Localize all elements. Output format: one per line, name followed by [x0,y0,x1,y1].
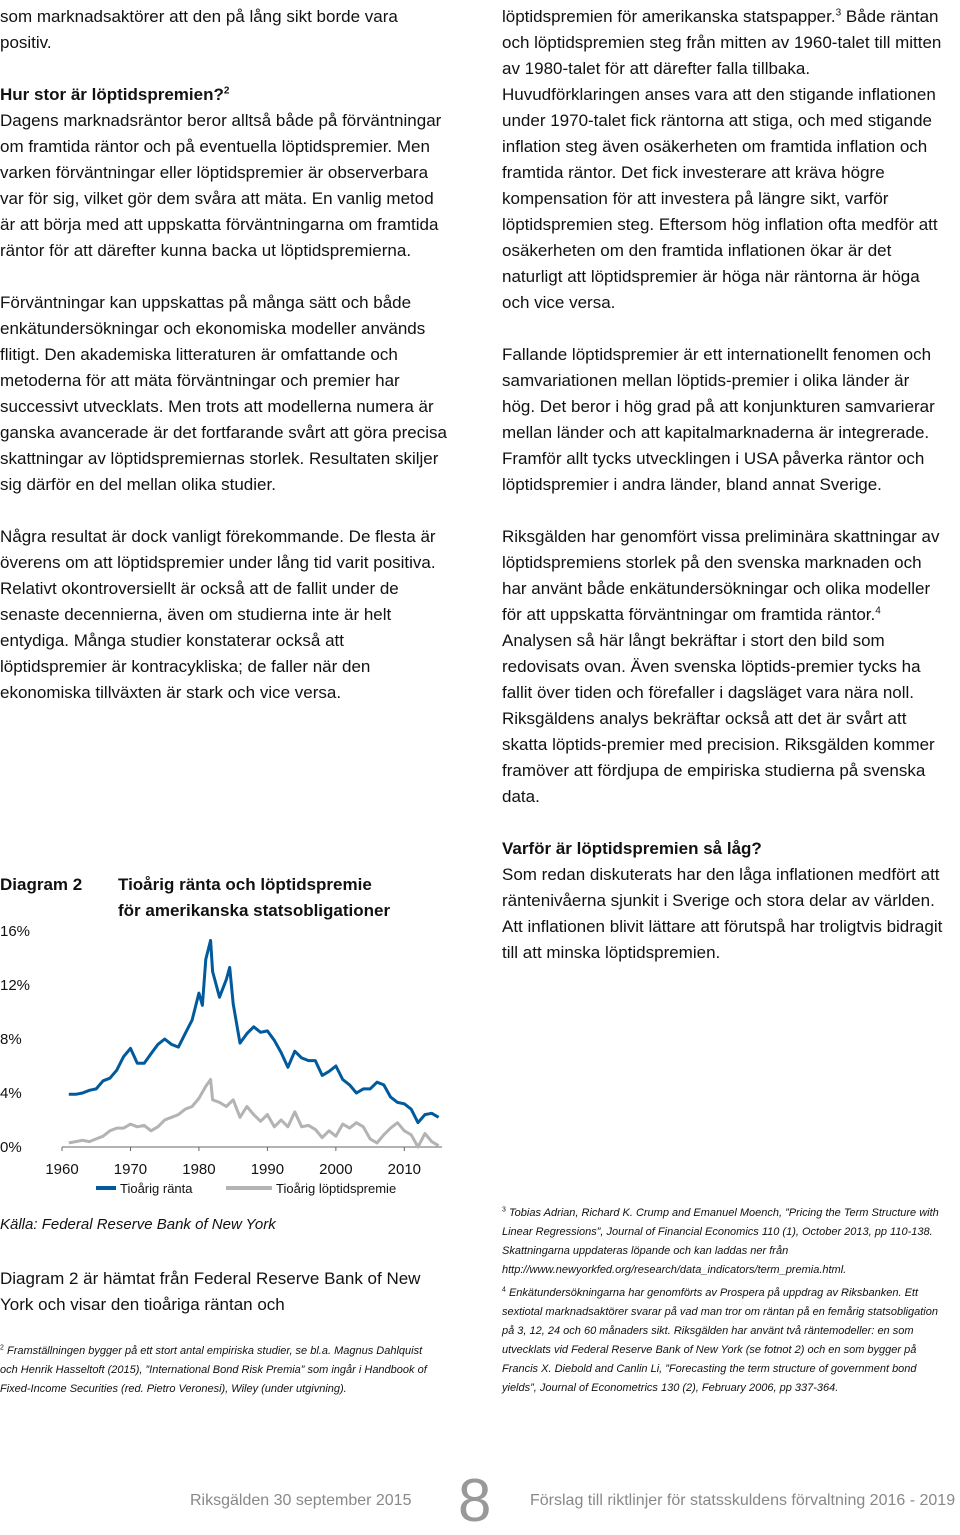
x-tick-label: 1960 [45,1161,79,1178]
paragraph: Riksgälden har genomfört vissa preliminära skattningar av löptidspremiens storlek på den svenska marknaden och har använt både enkätundersökningar och olika modeller för att uppskatta förväntningar om framtida räntor.$^4$ Analysen så här långt bekräftar i stort den bild som redovisats ovan. Även svenska löptids-premier tycks ha fallit över tiden och förefaller i dagsläget vara nära noll. Riksgäldens analys bekräftar också att det är svårt att skatta löptids-premier med precision. Riksgälden kommer framöver att fördjupa de empiriska studierna på svenska data. [502,527,940,806]
page-number: 8 [458,1467,492,1534]
diagram-label: Diagram 2 [0,875,83,894]
footer-left: Riksgälden 30 september 2015 [190,1492,412,1509]
x-tick-label: 2000 [319,1161,353,1178]
x-tick-label: 1980 [182,1161,216,1178]
paragraph: Som redan diskuterats har den låga inflationen medfört att räntenivåerna sjunkit i Sverige och stora delar av världen. Att inflationen blivit lättare att förutspå har troligtvis bidragit till att minska löptidspremien. [502,865,943,962]
diagram-title: Tioårig ränta och löptidspremie för amerikanska statsobligationer [118,875,391,920]
x-tick-label: 2010 [387,1161,422,1178]
footer-right: Förslag till riktlinjer för statsskuldens förvaltning 2016 - 2019 [530,1492,956,1509]
section-heading: Hur stor är löptidspremien?$^2$ [0,85,230,104]
paragraph: Fallande löptidspremier är ett internationellt fenomen och samvariationen mellan löptids-premier i olika länder är hög. Det beror i hög grad på att konjunkturen samvarierar mellan länder och att kapitalmarknaderna är integrerade. Framför allt tycks utvecklingen i USA påverka räntor och löptidspremier i andra länder, bland annat Sverige. [502,345,935,494]
left-text-top [0,4,450,706]
line-chart [0,915,450,1205]
x-tick-label: 1970 [113,1161,148,1178]
paragraph: Några resultat är dock vanligt förekommande. De flesta är överens om att löptidspremier under lång tid varit positiva. Relativt okontroversiellt är också att de fallit under de senaste decennierna, även om studierna inte är helt entydiga. Många studier konstaterar också att löptidspremier är kontracykliska; de faller när den ekonomiska tillväxten är stark och vice versa. [0,527,436,702]
paragraph: Diagram 2 är hämtat från Federal Reserve Bank of New York och visar den tioåriga räntan och [0,1269,421,1314]
legend-rate-label: Tioårig ränta [120,1181,193,1196]
y-tick-label: 12% [0,977,31,994]
legend-premium-label: Tioårig löptidspremie [276,1181,397,1196]
y-tick-label: 8% [0,1031,22,1048]
footnote-2: $^2$ Framställningen bygger på ett stort antal empiriska studier, se bl.a. Magnus Dahlquist och Henrik Hasseltoft (2015), ”International Bond Risk Premia” som ingår i Handbook of Fixed-Income Securities (red. Pietro Veronesi), Wiley (under utgivning). [0,1344,427,1395]
x-tick-label: 1990 [250,1161,285,1178]
footnote-3: $^3$ Tobias Adrian, Richard K. Crump and Emanuel Moench, ”Pricing the Term Structure with Linear Regressions”, Journal of Financial Economics 110 (1), October 2013, pp 110-138. Skattningarna uppdateras löpande och kan laddas ner från http://www.newyorkfed.org/research/data_indicators/term_premia.html. [502,1206,939,1276]
paragraph: löptidspremien för amerikanska statspapper.$^3$ Både räntan och löptidspremien steg från mitten av 1960-talet till mitten av 1980-talet för att därefter falla tillbaka. Huvudförklaringen anses vara att den stigande inflationen under 1970-talet fick räntorna att stiga, och med stigande inflation steg även osäkerheten om framtida inflation och framtida räntor. Det fick investerare att kräva högre kompensation för att investera på längre sikt, varför löptidspremien steg. Eftersom hög inflation ofta medför att osäkerheten om den framtida inflationen ökar är det naturligt att löptidspremier är höga när räntorna är höga och vice versa. [502,7,942,312]
paragraph: som marknadsaktörer att den på lång sikt borde vara positiv. [0,7,398,52]
footnote-4: $^4$ Enkätundersökningarna har genomförts av Prospera på uppdrag av Riksbanken. Ett sextiotal marknadsaktörer svarar på vad man tror om räntan på en femårig statsobligation på 3, 12, 24 och 60 månaders sikt. Riksgälden har använt två räntemodeller: en som utvecklats vid Federal Reserve Bank of New York (se fotnot 2) och en som bygger på Francis X. Diebold and Canlin Li, ”Forecasting the term structure of government bond yields”, Journal of Econometrics 130 (2), February 2006, pp 337-364. [502,1286,938,1394]
right-text [502,4,947,966]
y-tick-label: 16% [0,923,31,940]
y-tick-label: 0% [0,1139,22,1156]
section-heading: Varför är löptidspremien så låg? [502,839,762,858]
series-line-rate [69,940,439,1122]
y-tick-label: 4% [0,1085,22,1102]
series-line-premium [69,1080,439,1148]
paragraph: Förväntningar kan uppskattas på många sätt och både enkätundersökningar och ekonomiska modeller används flitigt. Den akademiska litteraturen är omfattande och metoderna för att mäta förväntningar och premier har successivt utvecklats. Men trots att modellerna numera är ganska avancerade är det fortfarande svårt att göra precisa skattningar av löptidspremiernas storlek. Resultaten skiljer sig därför en del mellan olika studier. [0,293,447,494]
paragraph: Dagens marknadsräntor beror alltså både på förväntningar om framtida räntor och på eventuella löptidspremier. Men varken förväntningar eller löptidspremier är observerbara var för sig, vilket gör dem svåra att mäta. En vanlig metod är att börja med att uppskatta förväntningarna om framtida räntor för att därefter kunna backa ut löptidspremierna. [0,111,442,260]
chart-source: Källa: Federal Reserve Bank of New York [0,1216,276,1233]
